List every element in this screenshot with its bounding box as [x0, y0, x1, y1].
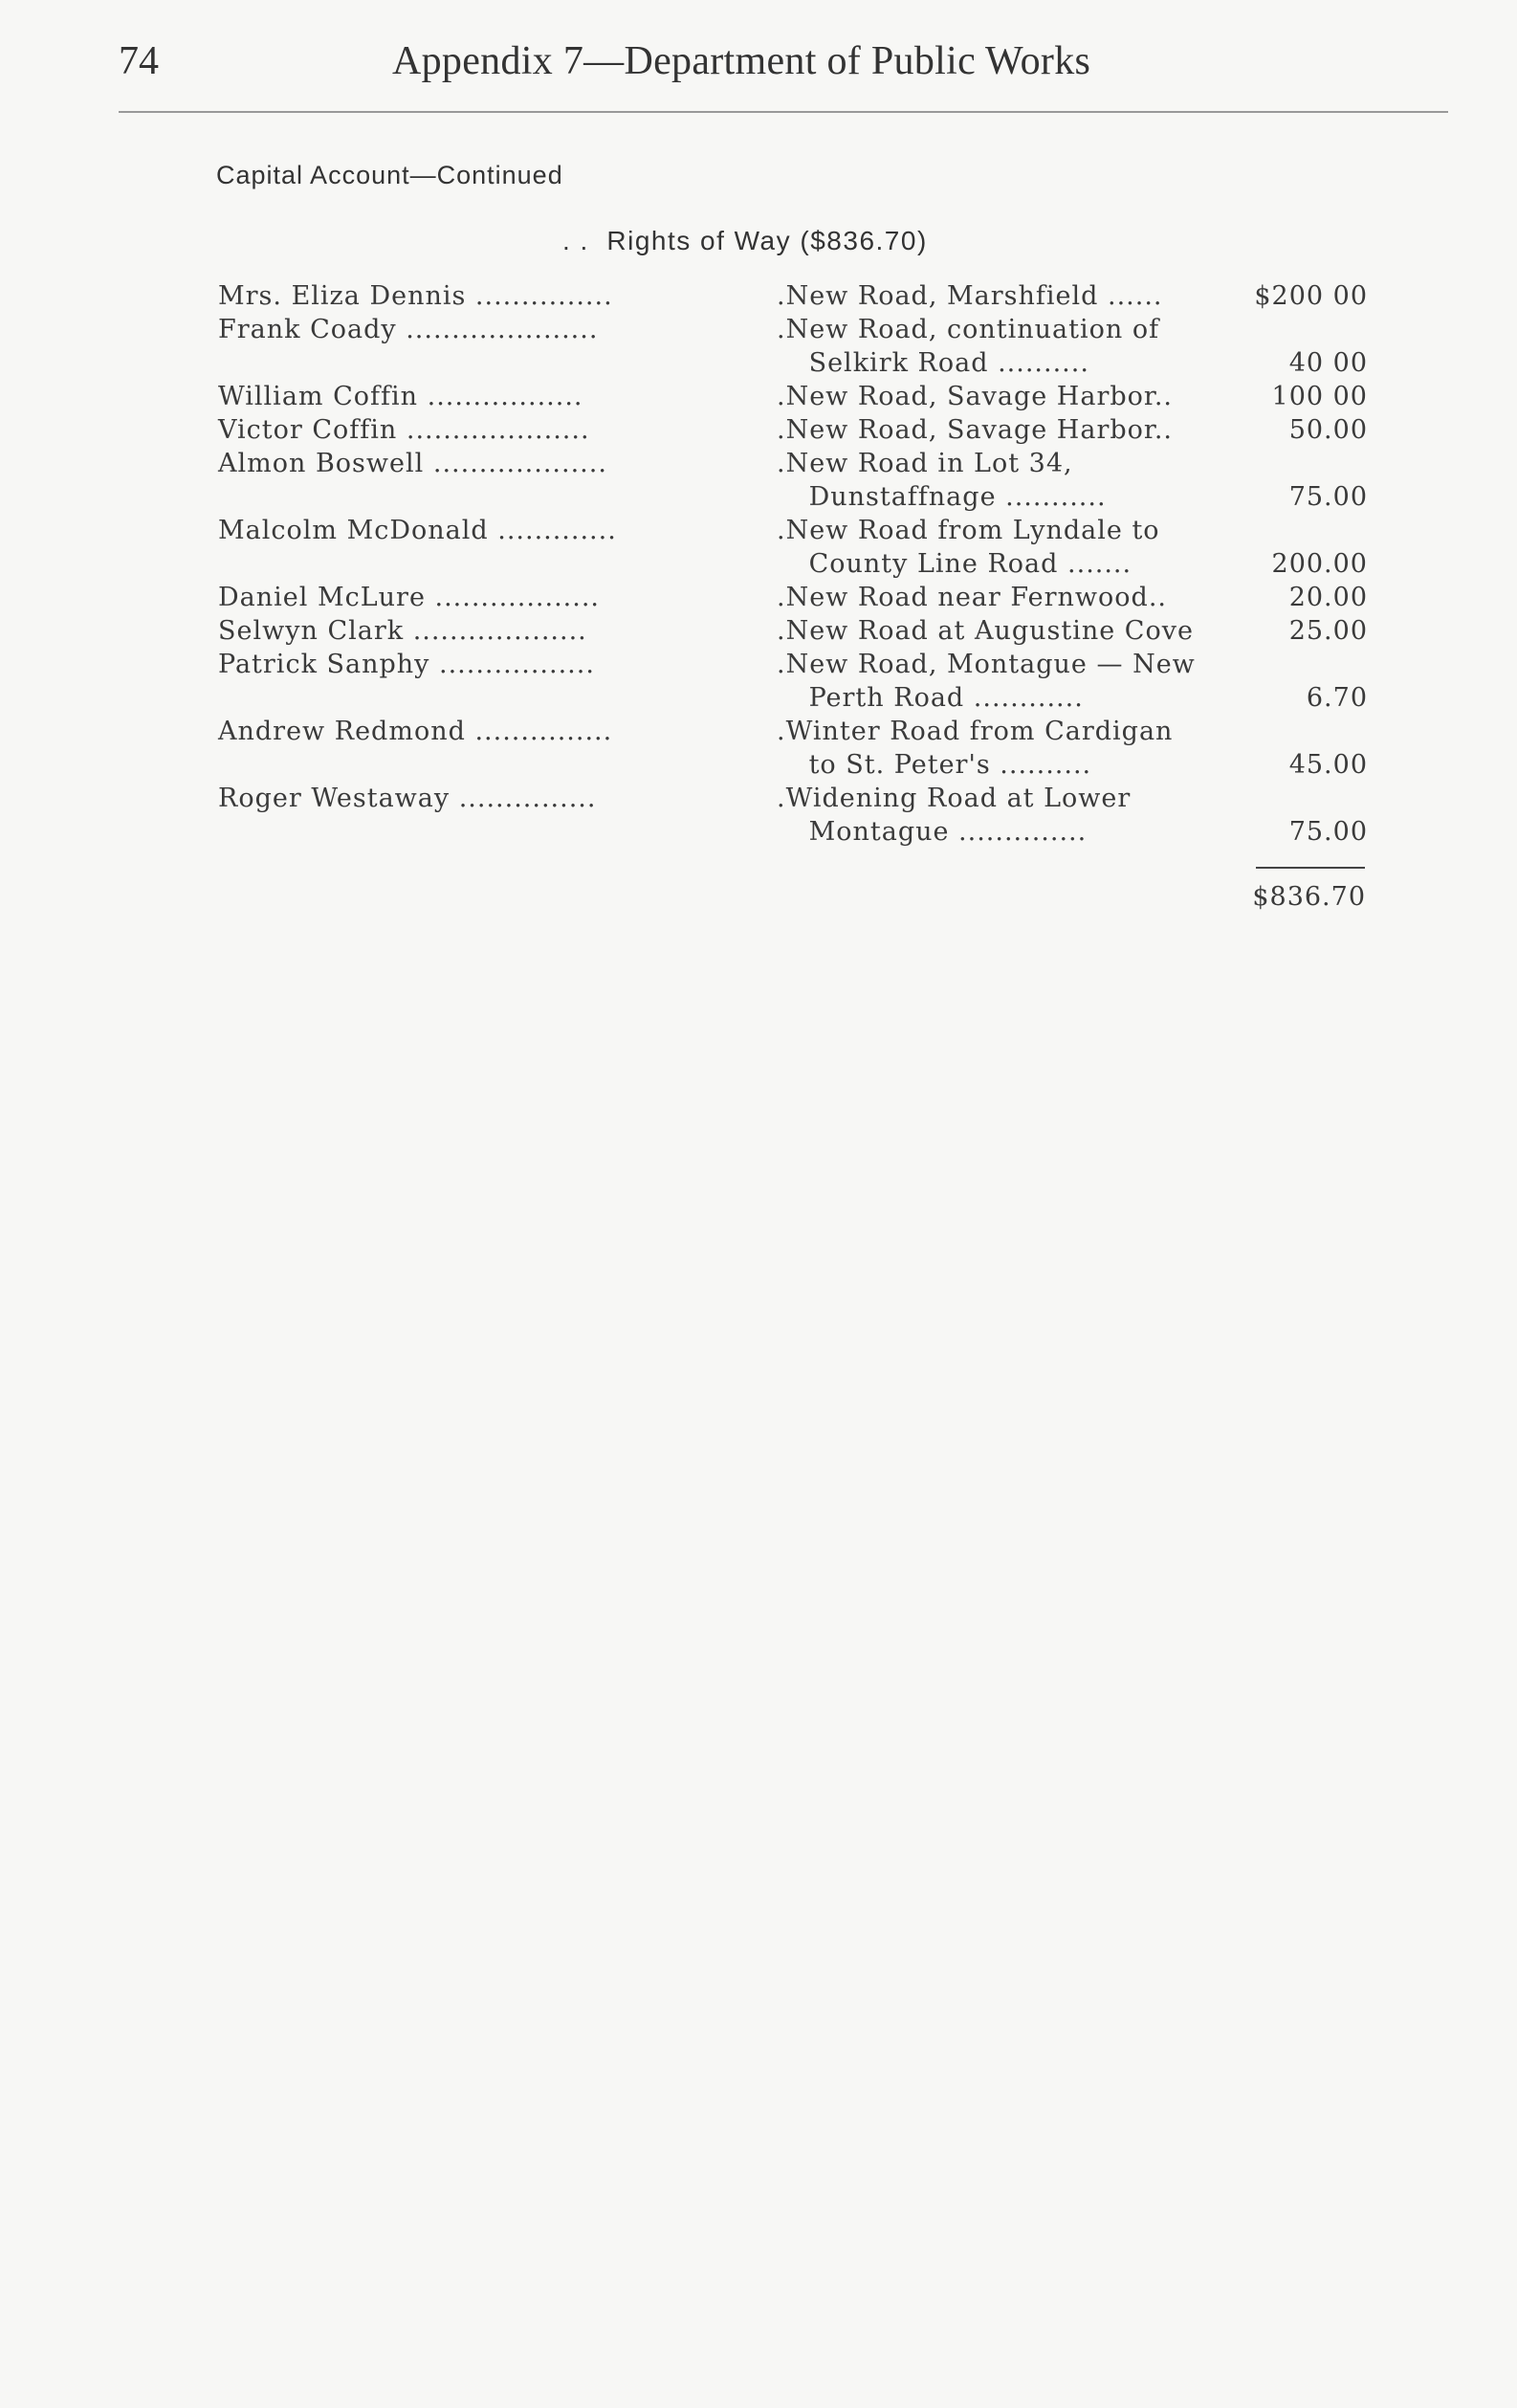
amount: 40 00 — [1288, 348, 1368, 378]
payee-name: Daniel McLure .................. — [218, 583, 601, 612]
work-description: Dunstaffnage ........... — [800, 482, 1107, 512]
work-description: .New Road, Montague — New — [777, 650, 1196, 679]
ledger-row — [218, 279, 1366, 313]
ledger-row — [218, 782, 1366, 815]
work-description: Montague .............. — [800, 817, 1088, 847]
work-description: .New Road at Augustine Cove — [777, 616, 1194, 646]
amount: 100 00 — [1271, 382, 1368, 411]
payee-name: William Coffin ................. — [218, 382, 583, 411]
work-description: .Winter Road from Cardigan — [777, 717, 1174, 746]
amount: 45.00 — [1288, 750, 1368, 780]
work-description: .New Road, Marshfield ...... — [777, 281, 1163, 311]
ledger-row — [218, 313, 1366, 346]
work-description: .New Road near Fernwood.. — [777, 583, 1167, 612]
ledger-row — [218, 413, 1366, 447]
ledger-row — [218, 681, 1366, 715]
work-description: .Widening Road at Lower — [777, 784, 1132, 813]
amount: $200 00 — [1254, 281, 1368, 311]
payee-name: Victor Coffin .................... — [218, 415, 590, 445]
ledger-row — [218, 547, 1366, 581]
ledger-row — [218, 581, 1366, 614]
total-rule — [1256, 867, 1365, 869]
ledger-row — [218, 614, 1366, 648]
payee-name: Frank Coady ..................... — [218, 315, 599, 344]
ledger-row — [218, 380, 1366, 413]
amount: 75.00 — [1288, 482, 1368, 512]
payee-name: Mrs. Eliza Dennis ............... — [218, 281, 613, 311]
header-rule — [119, 111, 1448, 113]
work-description: Selkirk Road .......... — [800, 348, 1089, 378]
ledger-row — [218, 480, 1366, 514]
payee-name: Malcolm McDonald ............. — [218, 516, 617, 545]
payee-name: Selwyn Clark ................... — [218, 616, 587, 646]
amount: 75.00 — [1288, 817, 1368, 847]
page-header — [0, 38, 1517, 96]
work-description: County Line Road ....... — [800, 549, 1132, 579]
payee-name: Patrick Sanphy ................. — [218, 650, 595, 679]
amount: 6.70 — [1306, 683, 1368, 713]
ledger-row — [218, 648, 1366, 681]
work-description: .New Road from Lyndale to — [777, 516, 1160, 545]
work-description: to St. Peter's .......... — [800, 750, 1092, 780]
section-label: Capital Account—Continued — [216, 161, 563, 189]
amount: 50.00 — [1288, 415, 1368, 445]
running-head: Appendix 7—Department of Public Works — [392, 39, 1091, 83]
work-description: .New Road, Savage Harbor.. — [777, 415, 1173, 445]
sub-title: . . Rights of Way ($836.70) — [562, 226, 928, 255]
amount: 200.00 — [1271, 549, 1368, 579]
payee-name: Almon Boswell ................... — [218, 449, 607, 478]
amount: 20.00 — [1288, 583, 1368, 612]
ledger-row — [218, 815, 1366, 849]
payee-name: Andrew Redmond ............... — [218, 717, 613, 746]
payee-name: Roger Westaway ............... — [218, 784, 597, 813]
work-description: .New Road in Lot 34, — [777, 449, 1073, 478]
ledger-row — [218, 514, 1366, 547]
page-number: 74 — [119, 39, 159, 83]
amount: 25.00 — [1288, 616, 1368, 646]
work-description: .New Road, continuation of — [777, 315, 1160, 344]
ledger-row — [218, 346, 1366, 380]
ledger-row — [218, 748, 1366, 782]
ledger-row — [218, 447, 1366, 480]
work-description: .New Road, Savage Harbor.. — [777, 382, 1173, 411]
ledger-table — [218, 279, 1366, 849]
ledger-row — [218, 715, 1366, 748]
ledger-total: $836.70 — [1252, 882, 1366, 912]
work-description: Perth Road ............ — [800, 683, 1084, 713]
